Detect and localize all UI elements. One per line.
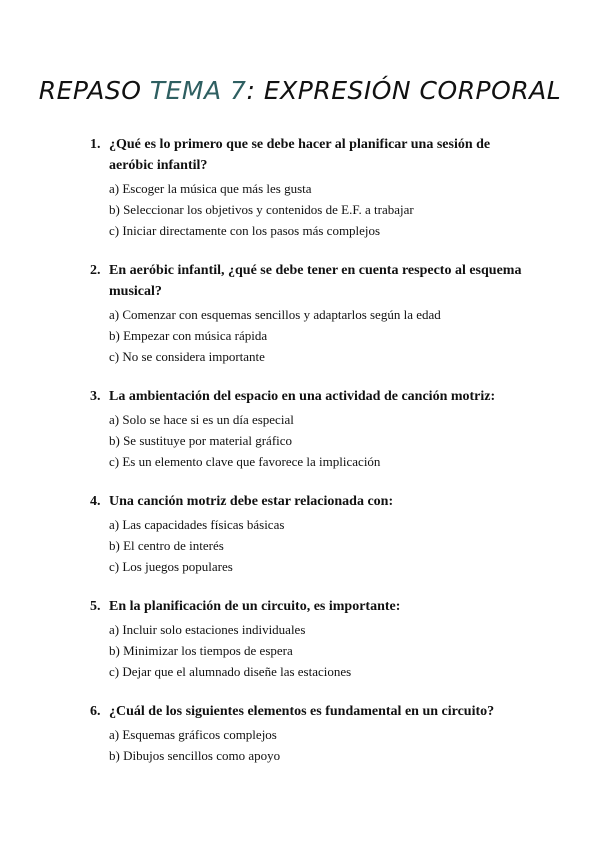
option-c: c) Es un elemento clave que favorece la implicación [109,454,381,469]
option-c: c) Los juegos populares [109,559,233,574]
option-a: a) Incluir solo estaciones individuales [109,622,306,637]
option-a: a) Comenzar con esquemas sencillos y adaptarlos según la edad [109,307,441,322]
option-a: a) Escoger la música que más les gusta [109,181,312,196]
option-list [109,178,530,241]
question-text: Una canción motriz debe estar relacionada con: [109,494,394,509]
question-text: En la planificación de un circuito, es importante: [109,599,401,614]
option-b: b) Seleccionar los objetivos y contenidos de E.F. a trabajar [109,202,414,217]
question-3 [90,386,530,472]
page-title [0,74,600,108]
option-b: b) Empezar con música rápida [109,328,268,343]
question-text: La ambientación del espacio en una actividad de canción motriz: [109,389,496,404]
question-text: ¿Cuál de los siguientes elementos es fundamental en un circuito? [109,704,495,719]
title-suffix: : EXPRESIÓN CORPORAL [246,76,562,105]
question-number: 1. [90,137,101,152]
title-prefix: REPASO [38,76,150,105]
option-a: a) Solo se hace si es un día especial [109,412,294,427]
question-number: 5. [90,599,101,614]
option-c: c) No se considera importante [109,349,265,364]
question-text: En aeróbic infantil, ¿qué se debe tener en cuenta respecto al esquema musical? [109,263,522,299]
question-6 [90,701,530,766]
option-list [109,304,530,367]
option-list [109,409,530,472]
question-number: 3. [90,389,101,404]
option-b: b) Dibujos sencillos como apoyo [109,748,281,763]
question-4 [90,491,530,577]
option-a: a) Las capacidades físicas básicas [109,517,285,532]
question-1 [90,134,530,241]
option-b: b) Se sustituye por material gráfico [109,433,293,448]
option-list [109,724,530,766]
question-2 [90,260,530,367]
question-number: 2. [90,263,101,278]
question-number: 4. [90,494,101,509]
option-b: b) Minimizar los tiempos de espera [109,643,293,658]
question-list [90,134,530,785]
option-c: c) Dejar que el alumnado diseñe las estaciones [109,664,352,679]
option-b: b) El centro de interés [109,538,224,553]
question-number: 6. [90,704,101,719]
title-topic: TEMA 7 [149,76,247,105]
question-text: ¿Qué es lo primero que se debe hacer al planificar una sesión de aeróbic infantil? [109,137,491,173]
option-list [109,514,530,577]
question-5 [90,596,530,682]
option-c: c) Iniciar directamente con los pasos más complejos [109,223,381,238]
option-list [109,619,530,682]
option-a: a) Esquemas gráficos complejos [109,727,277,742]
